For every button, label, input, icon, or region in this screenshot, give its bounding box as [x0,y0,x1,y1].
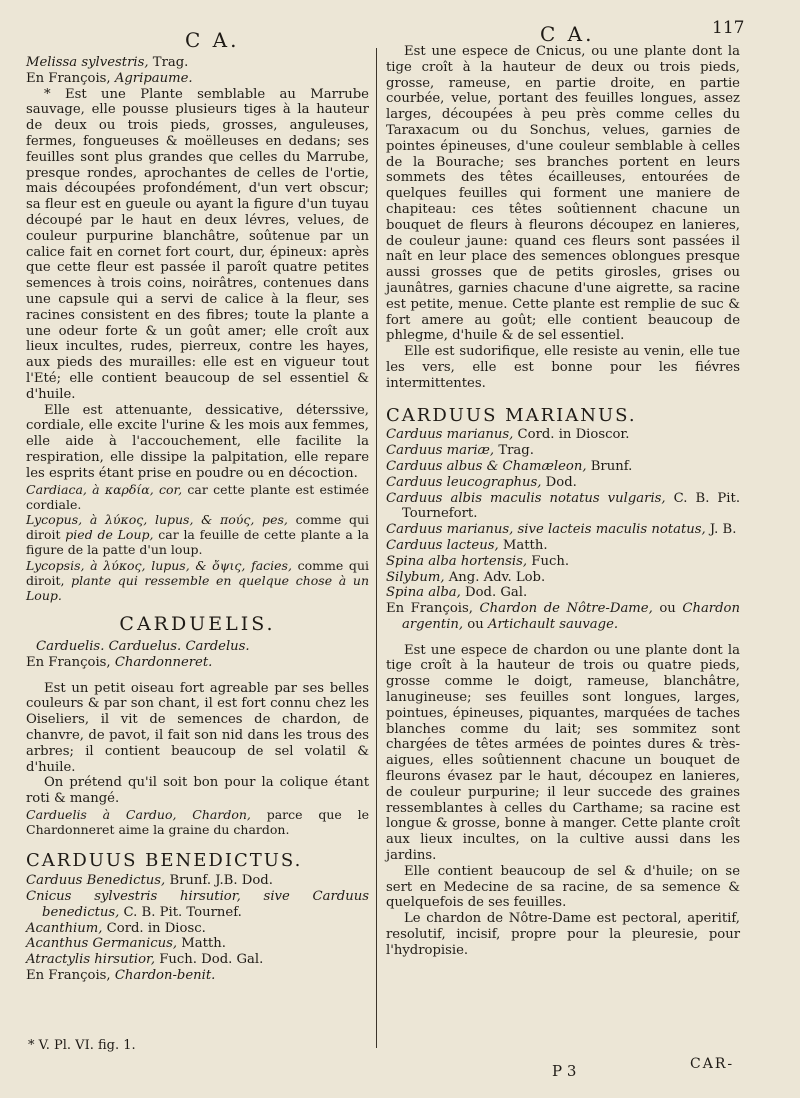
synonym-line: Carduelis. Carduelus. Cardelus. [36,638,250,654]
synonym-line: Carduus albus & Chamæleon, Brunf. [386,458,633,474]
benedictus-description: Est une espece de Cnicus, ou une plante dont la tige croît à la hauteur de deux ou trois pieds, grosse, rameuse, en partie droite, en partie courbée, velue, portant des feuilles longues, assez larges, découpées à peu près comme celles du Taraxacum ou du Sonchus, velues, garnies de pointes épineuses, d'une couleur semblable à celles de la Bourache; ses branches portent en leurs sommets des têtes écailleuses, entourées de quelques feuilles qui forment une maniere de chapiteau: ces têtes soûtiennent chacune un bouquet de fleurs à fleurons découpez en lanieres, de couleur jaune: quand ces fleurs sont passées il naît en leur place des semences oblongues presque aussi grosses que de petits girosles, grises ou jaunâtres, garnies chacune d'une aigrette, sa racine est petite, menue. Cette plante est remplie de suc & fort amere au goût; elle contient beaucoup de phlegme, d'huile & de sel essentiel. [386,44,740,344]
marianus-virtues: Le chardon de Nôtre-Dame est pectoral, aperitif, resolutif, incisif, propre pour la pleuresie, pour l'hydropisie. [386,911,740,958]
right-column [386,44,740,959]
etymology-carduelis: Carduelis à Carduo, Chardon, parce que le Chardonneret aime la graine du chardon. [26,806,369,838]
running-head-right: C A. [540,22,595,46]
synonym-line: Spina alba hortensis, Fuch. [386,553,570,569]
signature-mark: P 3 [552,1062,577,1080]
marianus-salts: Elle contient beaucoup de sel & d'huile; on se sert en Medecine de sa racine, de sa semence & quelquefois de ses feuilles. [386,863,740,911]
benedictus-virtues: Elle est sudorifique, elle resiste au venin, elle tue les vers, elle est bonne pour les fiévres intermittentes. [386,344,740,391]
carduelis-description: Est un petit oiseau fort agreable par ses belles couleurs & par son chant, il est fort connu chez les Oiseliers, il vit de semences de chardon, de chanvre, de pavot, il fait son nid dans les trous des arbres; il contient beaucoup de sel volatil & d'huile. [26,680,369,775]
french-name: En François, Agripaume. [26,70,193,86]
running-head-left: C A. [185,28,240,52]
entry-heading-carduelis: CARDUELIS. [119,613,276,636]
catchword: CAR- [690,1056,735,1072]
french-name: En François, Chardon de Nôtre-Dame, ou Chardon argentin, ou Artichault sauvage. [386,601,740,632]
synonym-line: Acanthium, Cord. in Diosc. [26,920,206,936]
synonym-line: Cnicus sylvestris hirsutior, sive Carduus benedictus, C. B. Pit. Tournef. [26,888,369,920]
agripaume-virtues: Elle est attenuante, dessicative, déterssive, cordiale, elle excite l'urine & les mois aux femmes, elle aide à l'accouchement, elle facilite la respiration, elle dissipe la palpitation, elle repare les esprits étant prise en poudre ou en décoction. [26,402,369,481]
entry-heading-carduus-marianus: CARDUUS MARIANUS. [386,404,637,426]
synonym-line: Carduus albis maculis notatus vulgaris, C. B. Pit. Tournefort. [386,490,741,522]
synonym-line: Carduus marianus, sive lacteis maculis notatus, J. B. [386,522,737,538]
synonym-line: Carduus Benedictus, Brunf. J.B. Dod. [26,873,273,889]
synonym-line: Atractylis hirsutior, Fuch. Dod. Gal. [26,952,264,968]
page-number: 117 [712,18,745,38]
etymology-lycopsis: Lycopsis, à λύκος, lupus, & ὄψις, facies, comme qui diroit, plante qui ressemble en quelque chose à un Loup. [26,557,369,603]
marianus-synonyms [386,427,740,601]
french-name: En François, Chardonneret. [26,654,213,670]
synonym-line: Acanthus Germanicus, Matth. [26,936,226,952]
synonym-line: Carduus mariæ, Trag. [386,443,534,459]
marianus-description: Est une espece de chardon ou une plante dont la tige croît à la hauteur de trois ou quatre pieds, grosse comme le doigt, rameuse, blanchâtre, lanugineuse; ses feuilles sont longues, larges, pointues, épineuses, piquantes, marquées de taches blanches comme du lait; ses sommitez sont chargées de têtes armées de pointes dures & très-aigues, elles soûtiennent chacune un bouquet de fleurons évasez par le haut, découpez en lanieres, de couleur purpurine; il leur succede des graines ressemblantes à celles du Carthame; sa racine est longue & grosse, bonne à manger. Cette plante croît aux lieux incultes, on la cultive aussi dans les jardins. [386,642,740,864]
agripaume-description: * Est une Plante semblable au Marrube sauvage, elle pousse plusieurs tiges à la hauteur de deux ou trois pieds, grosses, anguleuses, fermes, fongueuses & moëlleuses en dedans; ses feuilles sont plus grandes que celles du Marrube, presque rondes, aprochantes de celles de l'ortie, mais découpées profondément, d'un vert obscur; sa fleur est en gueule ou ayant la figure d'un tuyau découpé par le haut en deux lévres, velues, de couleur purpurine blanchâtre, soûtenue par un calice fait en cornet fort court, dur, épineux: après que cette fleur est passée il paroît quatre petites semences à trois coins, noirâtres, contenues dans une capsule qui a servi de calice à la fleur, ses racines consistent en des fibres; toute la plante a une odeur forte & un goût amer; elle croît aux lieux incultes, rudes, pierreux, contre les hayes, aux pieds des murailles: elle est en vigueur tout l'Eté; elle contient beaucoup de sel essentiel & d'huile. [26,86,369,402]
synonym-line: Carduus leucographus, Dod. [386,474,577,490]
benedictus-synonyms [26,873,369,968]
column-divider [376,48,377,1048]
entry-heading-carduus-benedictus: CARDUUS BENEDICTUS. [26,850,303,872]
synonym-line: Silybum, Ang. Adv. Lob. [386,569,546,585]
left-column [26,55,369,984]
etymology-lycopus: Lycopus, à λύκος, lupus, & πούς, pes, comme qui diroit pied de Loup, car la feuille de cette plante a la figure de la patte d'un loup. [26,511,370,558]
synonym-line: Carduus marianus, Cord. in Dioscor. [386,427,630,443]
synonym-line: Carduus lacteus, Matth. [386,537,548,553]
synonym-line: Spina alba, Dod. Gal. [386,585,528,601]
carduelis-colique: On prétend qu'il soit bon pour la colique étant roti & mangé. [26,775,369,807]
etymology-cardiaca: Cardiaca, à καρδία, cor, car cette plante est estimée cordiale. [26,481,369,512]
plate-reference-footnote: * V. Pl. VI. fig. 1. [28,1038,136,1053]
french-name: En François, Chardon-benit. [26,967,216,983]
synonym-line: Melissa sylvestris, Trag. [26,55,189,70]
